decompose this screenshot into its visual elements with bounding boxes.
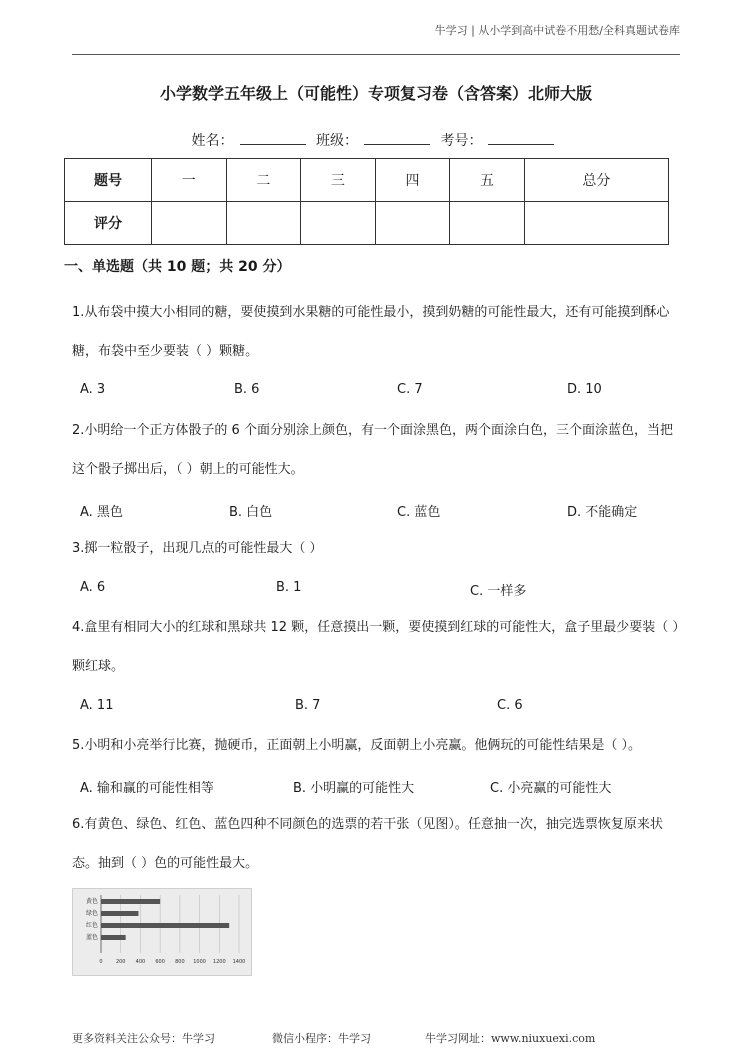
chart-tick-label: 1200 xyxy=(212,959,226,965)
name-label: 姓名： xyxy=(191,133,234,149)
footer-left: 更多资料关注公众号：牛学习 xyxy=(72,1032,215,1045)
header-cell-1: 一 xyxy=(152,159,227,202)
question-2-option-a[interactable]: A. 黑色 xyxy=(80,505,123,520)
chart-tick-label: 800 xyxy=(175,959,185,965)
score-cell-total[interactable] xyxy=(524,202,668,245)
header-cell-question: 题号 xyxy=(65,159,152,202)
chart-bar xyxy=(101,923,229,928)
chart-bar xyxy=(101,899,160,904)
question-4-line-1: 4.盒里有相同大小的红球和黑球共 12 颗，任意摸出一颗，要使摸到红球的可能性大，盒子里最少要装（ ） xyxy=(72,620,686,635)
class-field[interactable] xyxy=(364,130,430,145)
chart-tick-label: 600 xyxy=(155,959,165,965)
score-table xyxy=(64,158,669,245)
score-row-label: 评分 xyxy=(65,202,152,245)
page-title: 小学数学五年级上（可能性）专项复习卷（含答案）北师大版 xyxy=(159,84,592,103)
question-6-line-1: 6.有黄色、绿色、红色、蓝色四种不同颜色的选票的若干张（见图）。任意抽一次，抽完选票恢复原来状 xyxy=(72,817,663,832)
question-1-option-c[interactable]: C. 7 xyxy=(397,382,423,397)
question-3-option-b[interactable]: B. 1 xyxy=(276,580,302,595)
chart-tick-label: 200 xyxy=(115,959,126,965)
question-3-option-c[interactable]: C. 一样多 xyxy=(470,584,527,599)
question-1-option-a[interactable]: A. 3 xyxy=(80,382,106,397)
chart-category-label: 红色 xyxy=(85,922,98,929)
question-2-line-1: 2.小明给一个正方体骰子的 6 个面分别涂上颜色，有一个面涂黑色，两个面涂白色，三个面涂蓝色，当把 xyxy=(72,423,673,438)
header-cell-5: 五 xyxy=(450,159,525,202)
question-5-option-b[interactable]: B. 小明赢的可能性大 xyxy=(293,781,415,796)
header-cell-4: 四 xyxy=(375,159,450,202)
student-info-row xyxy=(0,130,752,150)
chart-tick-label: 1400 xyxy=(232,959,246,965)
score-cell-2[interactable] xyxy=(226,202,301,245)
chart-tick-label: 1000 xyxy=(193,959,206,965)
ballot-chart xyxy=(72,888,252,976)
question-2-option-b[interactable]: B. 白色 xyxy=(229,505,273,520)
question-5-option-c[interactable]: C. 小亮赢的可能性大 xyxy=(490,781,612,796)
question-2-line-2: 这个骰子掷出后，（ ）朝上的可能性大。 xyxy=(72,462,304,477)
question-1-line-1: 1.从布袋中摸大小相同的糖，要使摸到水果糖的可能性最小，摸到奶糖的可能性最大，还有可能摸到酥心 xyxy=(72,305,670,320)
question-1-option-d[interactable]: D. 10 xyxy=(567,382,602,397)
chart-category-label: 绿色 xyxy=(85,910,98,917)
page-header-text: 牛学习 | 从小学到高中试卷不用愁/全科真题试卷库 xyxy=(434,24,680,37)
question-4-option-b[interactable]: B. 7 xyxy=(295,698,321,713)
number-label: 考号： xyxy=(440,133,483,149)
score-cell-3[interactable] xyxy=(301,202,376,245)
chart-category-label: 黄色 xyxy=(85,898,98,905)
score-table-header-row xyxy=(65,159,669,202)
ballot-chart-svg xyxy=(73,889,251,975)
chart-bar xyxy=(101,911,138,916)
section-title: 一、单选题（共 10 题；共 20 分） xyxy=(64,259,291,275)
question-3-line-1: 3.掷一粒骰子，出现几点的可能性最大（ ） xyxy=(72,541,323,556)
header-cell-3: 三 xyxy=(301,159,376,202)
question-3-option-a[interactable]: A. 6 xyxy=(80,580,106,595)
header-cell-2: 二 xyxy=(226,159,301,202)
score-cell-1[interactable] xyxy=(152,202,227,245)
question-1-option-b[interactable]: B. 6 xyxy=(234,382,260,397)
header-divider xyxy=(72,54,680,55)
question-4-line-2: 颗红球。 xyxy=(72,659,125,674)
score-cell-5[interactable] xyxy=(450,202,525,245)
footer-middle: 微信小程序：牛学习 xyxy=(272,1032,371,1045)
class-label: 班级： xyxy=(316,133,358,149)
chart-bar xyxy=(101,935,126,940)
number-field[interactable] xyxy=(488,130,554,145)
question-5-option-a[interactable]: A. 输和赢的可能性相等 xyxy=(80,781,214,796)
name-field[interactable] xyxy=(240,130,306,145)
score-cell-4[interactable] xyxy=(375,202,450,245)
question-6-line-2: 态。抽到（ ）色的可能性最大。 xyxy=(72,856,259,871)
question-2-option-c[interactable]: C. 蓝色 xyxy=(397,505,441,520)
question-2-option-d[interactable]: D. 不能确定 xyxy=(567,505,638,520)
chart-tick-label: 400 xyxy=(135,959,146,965)
chart-tick-label: 0 xyxy=(99,959,103,965)
chart-category-label: 蓝色 xyxy=(85,934,98,941)
question-4-option-c[interactable]: C. 6 xyxy=(497,698,523,713)
question-1-line-2: 糖，布袋中至少要装（ ）颗糖。 xyxy=(72,344,259,359)
score-table-score-row xyxy=(65,202,669,245)
header-cell-total: 总分 xyxy=(524,159,668,202)
question-5-line-1: 5.小明和小亮举行比赛，抛硬币，正面朝上小明赢，反面朝上小亮赢。他俩玩的可能性结果是（ ）。 xyxy=(72,738,642,753)
question-4-option-a[interactable]: A. 11 xyxy=(80,698,114,713)
footer-right: 牛学习网址：www.niuxuexi.com xyxy=(425,1032,596,1045)
